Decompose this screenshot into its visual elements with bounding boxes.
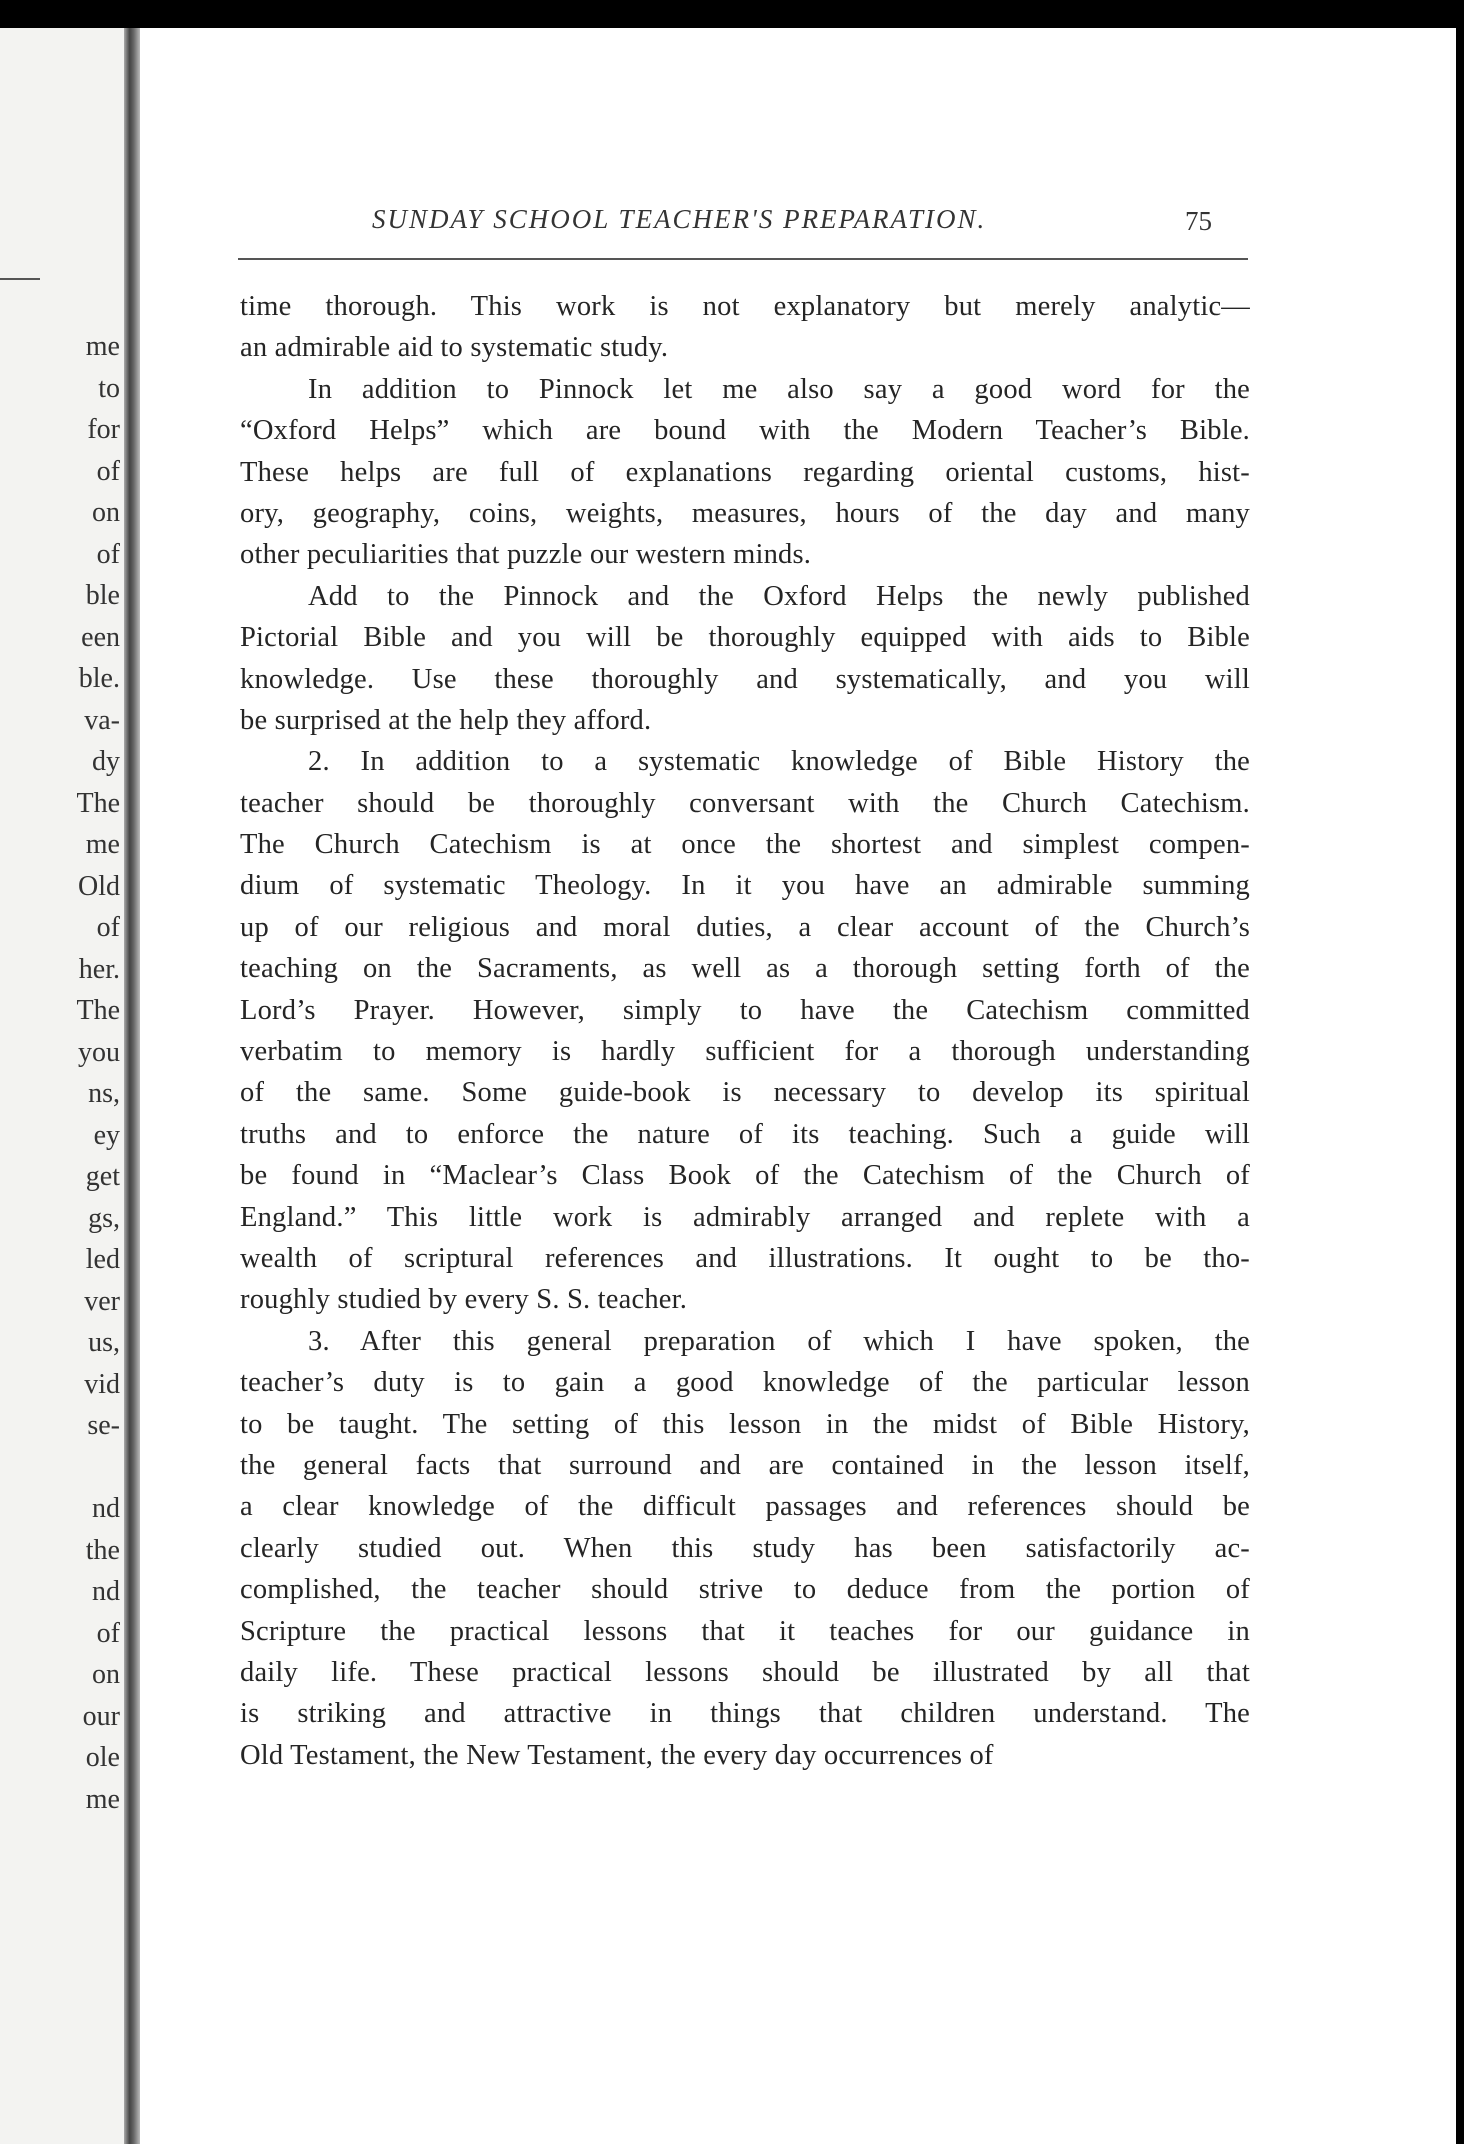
- text-line: Lord’s Prayer. However, simply to have the Catechism committed: [240, 994, 1250, 1026]
- left-page-fragment-text: ey: [93, 1119, 120, 1151]
- text-line: wealth of scriptural references and illustrations. It ought to be tho-: [240, 1242, 1250, 1274]
- left-page-fragment-text: on: [92, 497, 120, 528]
- text-line: is striking and attractive in things that children understand. The: [240, 1698, 1250, 1730]
- text-line: an admirable aid to systematic study.: [240, 332, 669, 364]
- text-line: up of our religious and moral duties, a clear account of the Church’s: [240, 911, 1250, 943]
- left-page-fragment-text: dy: [92, 746, 120, 777]
- left-page-fragment-text: us,: [88, 1327, 120, 1358]
- left-page-fragment-text: ole: [85, 1742, 120, 1773]
- text-line: The Church Catechism is at once the shortest and simplest compen-: [240, 829, 1250, 861]
- left-page-fragment-text: you: [78, 1036, 120, 1068]
- left-page-fragment-text: for: [87, 414, 120, 445]
- left-page-fragment-text: led: [85, 1244, 120, 1275]
- left-page-fragment-text: ble.: [78, 663, 120, 694]
- left-page-fragment-text: va-: [84, 704, 120, 736]
- text-line: clearly studied out. When this study has been satisfactorily ac-: [240, 1532, 1250, 1564]
- left-page-fragment-text: The: [76, 787, 120, 819]
- scan-border-right: [1456, 0, 1464, 2144]
- page-number: 75: [1185, 206, 1212, 236]
- left-page-fragment-text: nd: [92, 1576, 120, 1607]
- text-line: complished, the teacher should strive to deduce from the portion of: [240, 1574, 1250, 1606]
- text-line: truths and to enforce the nature of its teaching. Such a guide will: [240, 1118, 1250, 1150]
- text-line: England.” This little work is admirably arranged and replete with a: [240, 1201, 1250, 1233]
- text-line: Pictorial Bible and you will be thoroughly equipped with aids to Bible: [240, 622, 1250, 654]
- running-title: SUNDAY SCHOOL TEACHER'S PREPARATION.: [372, 204, 987, 234]
- text-line: 2. In addition to a systematic knowledge of Bible History the: [308, 746, 1250, 778]
- left-page-fragment-text: the: [85, 1534, 120, 1566]
- body-text: [240, 286, 1250, 1776]
- text-line: verbatim to memory is hardly sufficient for a thorough understanding: [240, 1036, 1250, 1068]
- left-page-rule: [0, 278, 40, 280]
- text-line: daily life. These practical lessons should be illustrated by all that: [240, 1656, 1250, 1688]
- running-header: [140, 198, 1456, 242]
- left-page-fragment-text: een: [81, 621, 120, 653]
- left-page-fragment-text: ver: [84, 1285, 120, 1317]
- text-line: teaching on the Sacraments, as well as a thorough setting forth of the: [240, 953, 1250, 985]
- book-page: [140, 28, 1456, 2144]
- text-line: of the same. Some guide-book is necessary to develop its spiritual: [240, 1077, 1250, 1109]
- left-page-fragment-text: me: [85, 331, 120, 362]
- text-line: ory, geography, coins, weights, measures, hours of the day and many: [240, 497, 1250, 529]
- left-page-fragment-text: of: [96, 538, 120, 570]
- text-line: Old Testament, the New Testament, the every day occurrences of: [240, 1739, 994, 1771]
- left-page-fragment-text: ble: [85, 580, 120, 611]
- left-page-fragment-text: her.: [78, 953, 120, 985]
- left-page-fragment-text: The: [76, 995, 120, 1026]
- text-line: to be taught. The setting of this lesson in the midst of Bible History,: [240, 1408, 1250, 1440]
- left-page-fragment-text: nd: [92, 1493, 120, 1524]
- text-line: teacher should be thoroughly conversant with the Church Catechism.: [240, 787, 1250, 819]
- left-page-fragment-text: our: [82, 1700, 120, 1732]
- text-line: other peculiarities that puzzle our western minds.: [240, 539, 812, 571]
- left-page-fragment-text: gs,: [88, 1202, 120, 1234]
- text-line: Add to the Pinnock and the Oxford Helps the newly published: [308, 580, 1250, 612]
- text-line: a clear knowledge of the difficult passages and references should be: [240, 1491, 1250, 1523]
- left-page-fragment-text: me: [85, 829, 120, 860]
- left-page-fragment-text: of: [96, 1617, 120, 1649]
- text-line: In addition to Pinnock let me also say a good word for the: [308, 373, 1250, 405]
- text-line: dium of systematic Theology. In it you have an admirable summing: [240, 870, 1250, 902]
- header-rule: [238, 258, 1248, 260]
- left-page-fragment-text: get: [85, 1161, 120, 1192]
- text-line: roughly studied by every S. S. teacher.: [240, 1284, 688, 1316]
- text-line: teacher’s duty is to gain a good knowledge of the particular lesson: [240, 1367, 1250, 1399]
- text-line: These helps are full of explanations regarding oriental customs, hist-: [240, 456, 1250, 488]
- left-page-fragment-text: vid: [84, 1368, 120, 1400]
- text-line: “Oxford Helps” which are bound with the Modern Teacher’s Bible.: [240, 415, 1250, 447]
- book-gutter: [124, 28, 140, 2144]
- left-page-fragment-text: ns,: [88, 1078, 120, 1109]
- text-line: Scripture the practical lessons that it teaches for our guidance in: [240, 1615, 1250, 1647]
- left-page-fragment-text: of: [96, 455, 120, 487]
- left-page-fragment-text: on: [92, 1659, 120, 1690]
- text-line: knowledge. Use these thoroughly and systematically, and you will: [240, 663, 1250, 695]
- left-page-fragment: [0, 28, 124, 2144]
- text-line: be found in “Maclear’s Class Book of the Catechism of the Church of: [240, 1160, 1250, 1192]
- left-page-fragment-text: to: [98, 372, 120, 404]
- text-line: be surprised at the help they afford.: [240, 704, 652, 736]
- text-line: 3. After this general preparation of which I have spoken, the: [308, 1325, 1250, 1357]
- scan-border-top: [0, 0, 1464, 28]
- left-page-fragment-text: se-: [87, 1410, 120, 1441]
- text-line: the general facts that surround and are contained in the lesson itself,: [240, 1449, 1250, 1481]
- left-page-fragment-text: Old: [78, 870, 120, 902]
- left-page-fragment-text: me: [85, 1783, 120, 1815]
- left-page-fragment-text: of: [96, 912, 120, 943]
- text-line: time thorough. This work is not explanatory but merely analytic—: [240, 291, 1250, 322]
